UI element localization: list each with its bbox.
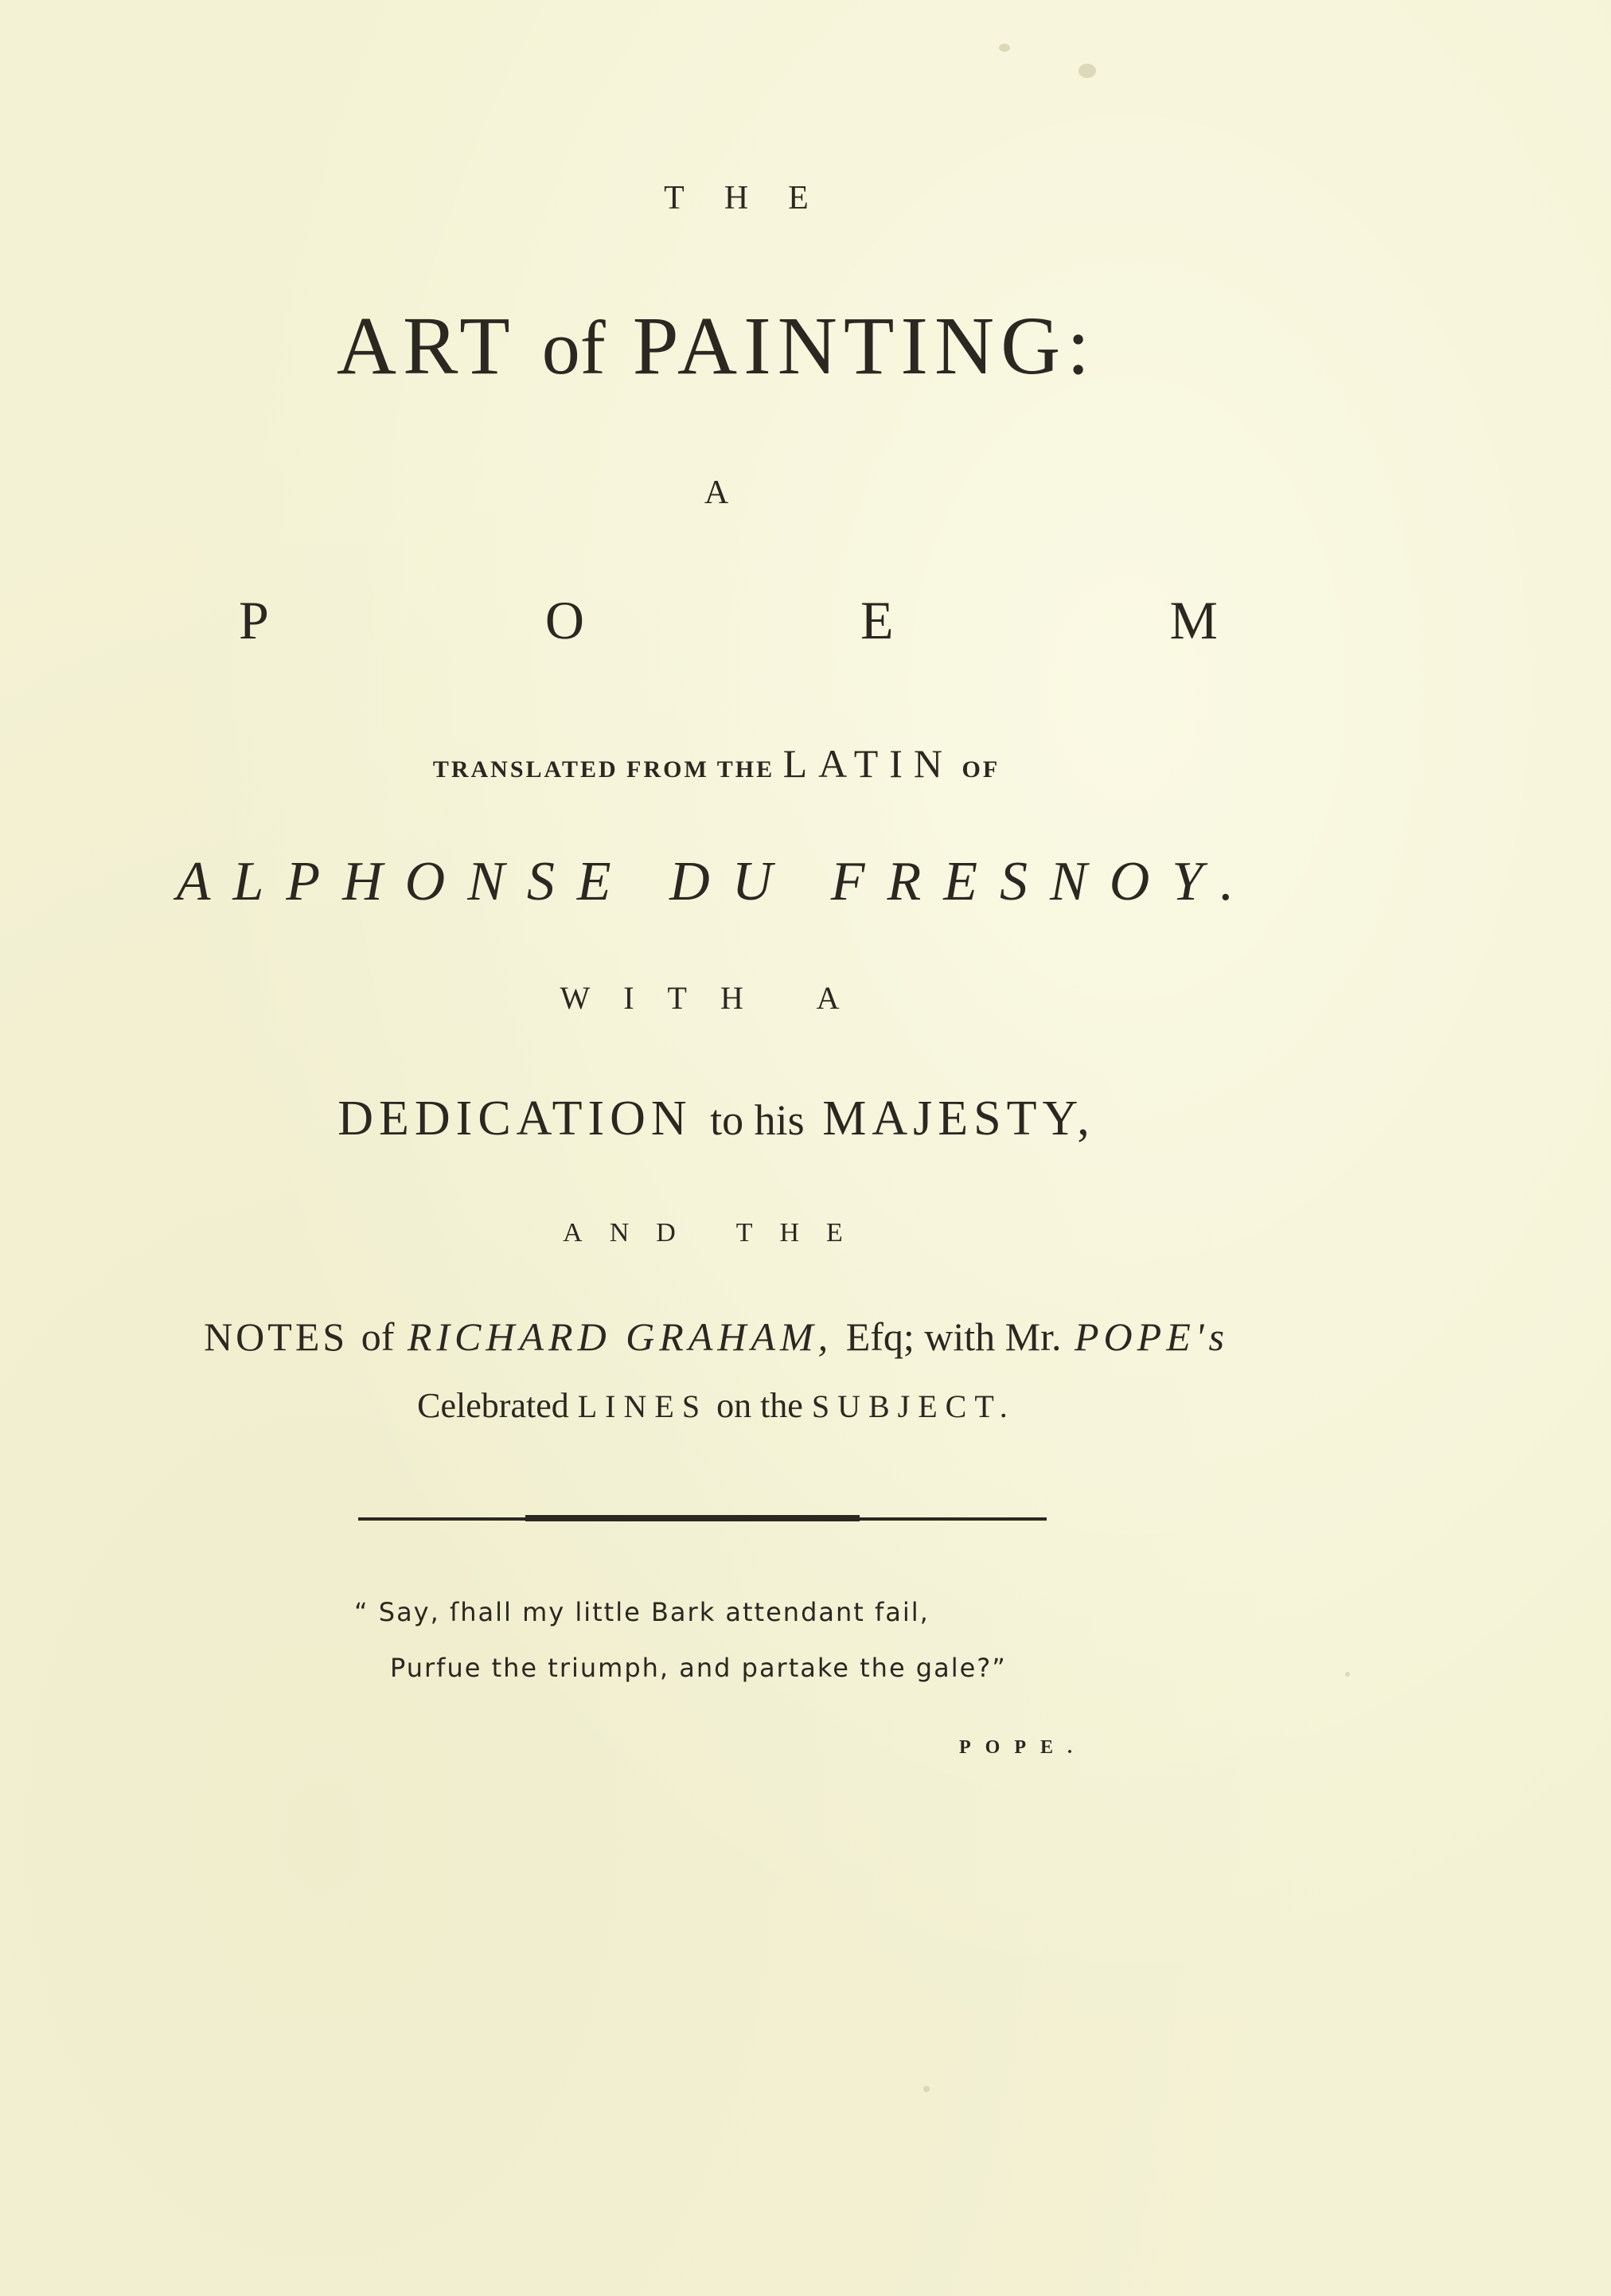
poem-heading — [239, 589, 1218, 652]
lines-word: LINES — [577, 1388, 708, 1424]
article-a: A — [704, 474, 729, 511]
paper-speck — [1079, 64, 1096, 78]
epigraph-line-1: “ Say, ſhall my little Bark attendant fail, — [354, 1597, 930, 1627]
dedication-line — [0, 1091, 1433, 1147]
of-small: OF — [962, 756, 1001, 783]
translated-prefix: TRANSLATED FROM THE — [432, 756, 775, 783]
author-name: ALPHONSE DU FRESNOY. — [176, 851, 1257, 912]
subject-word: SUBJECT. — [811, 1388, 1016, 1424]
popes-name: POPE's — [1075, 1314, 1229, 1359]
latin-word: LATIN — [782, 741, 954, 786]
majesty-word: MAJESTY, — [822, 1091, 1095, 1146]
notes-line — [0, 1314, 1433, 1360]
on-the: on the — [716, 1386, 803, 1425]
notes-word: NOTES — [204, 1314, 349, 1359]
title-painting: PAINTING: — [632, 300, 1097, 392]
celebrated-line — [0, 1385, 1433, 1426]
richard-graham: RICHARD GRAHAM, — [407, 1314, 833, 1359]
poem-letter: E — [860, 590, 894, 650]
paper-speck — [923, 2086, 930, 2092]
poem-letter: P — [239, 590, 269, 650]
title-art: ART — [336, 300, 515, 392]
poem-letter: M — [1169, 590, 1218, 650]
heading-the: THE — [664, 180, 848, 217]
title-of: of — [541, 305, 606, 390]
paper-speck — [999, 44, 1010, 52]
dedication-word: DEDICATION — [337, 1091, 692, 1146]
poem-letter: O — [544, 590, 584, 650]
esq-with-mr: Efq; with Mr. — [845, 1314, 1062, 1359]
main-title — [0, 299, 1433, 393]
epigraph-line-2: Purfue the triumph, and partake the gale?” — [390, 1653, 1007, 1683]
divider-rule-center — [525, 1515, 860, 1521]
paper-speck — [1345, 1672, 1350, 1677]
and-the-line: AND THE — [563, 1218, 870, 1248]
epigraph-attribution: POPE. — [959, 1737, 1086, 1758]
notes-of: of — [361, 1314, 395, 1359]
translated-line — [0, 740, 1433, 787]
with-a-line: WITH A — [560, 980, 873, 1016]
celebrated-word: Celebrated — [417, 1386, 569, 1425]
to-his: to his — [710, 1096, 805, 1144]
